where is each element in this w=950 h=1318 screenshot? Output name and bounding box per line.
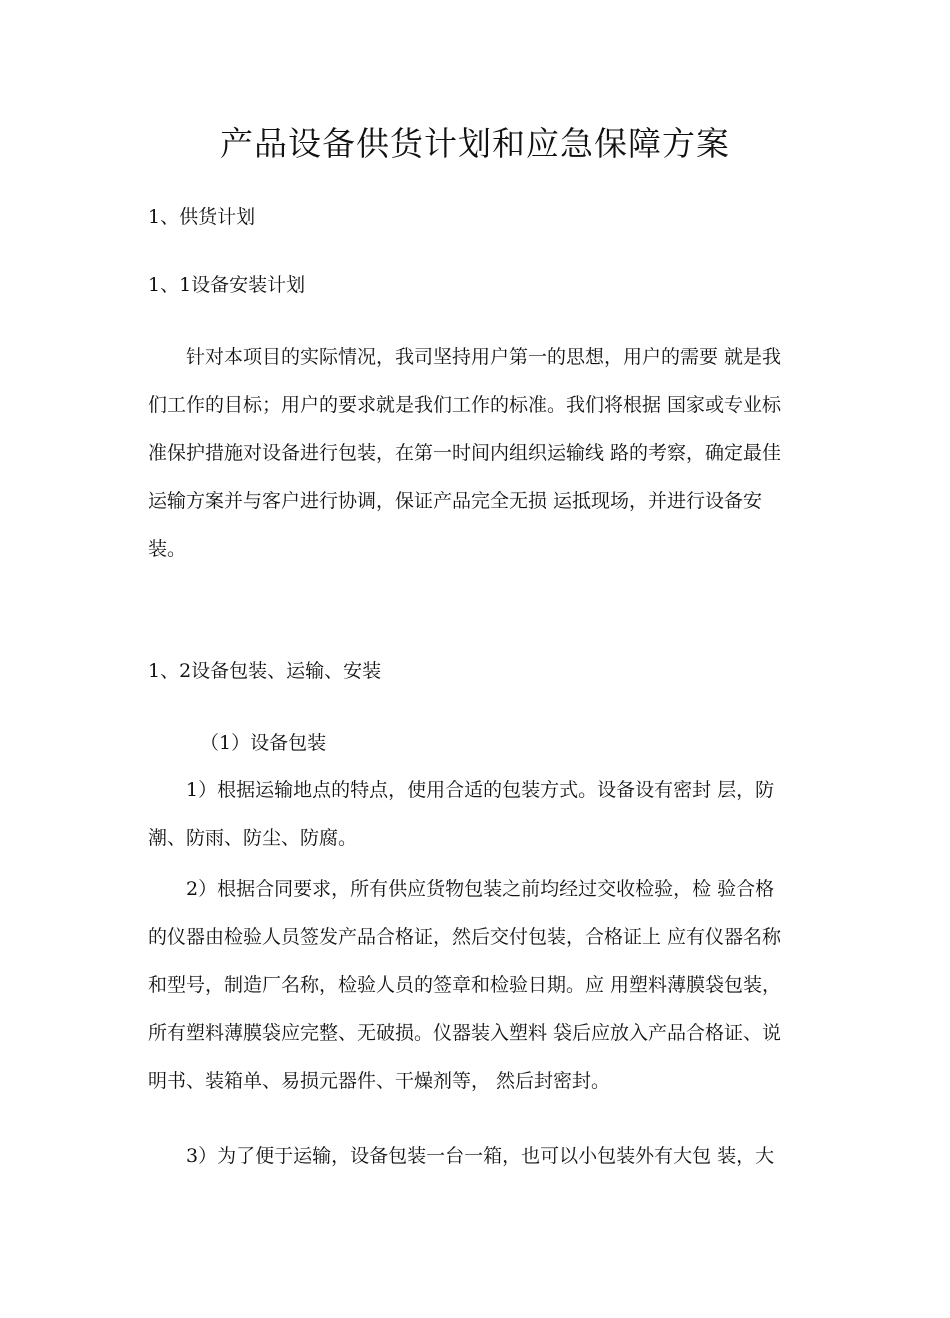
paragraph-install-plan — [148, 333, 828, 573]
section-heading-supply-plan: 1、供货计划 — [148, 206, 256, 228]
subsection-heading-install-plan: 1、1设备安装计划 — [148, 274, 306, 296]
paragraph-line: 3）为了便于运输，设备包装一台一箱，也可以小包装外有大包 装，大 — [148, 1145, 775, 1167]
paragraph-line: 们工作的目标；用户的要求就是我们工作的标准。我们将根据 国家或专业标 — [148, 394, 782, 416]
paragraph-line: 2）根据合同要求，所有供应货物包装之前均经过交收检验，检 验合格 — [148, 878, 775, 900]
paragraph-line: 1）根据运输地点的特点，使用合适的包装方式。设备设有密封 层，防 — [148, 779, 775, 801]
paragraph-line: 装。 — [148, 538, 187, 560]
paragraph-line: 准保护措施对设备进行包装，在第一时间内组织运输线 路的考察，确定最佳 — [148, 442, 782, 464]
sub-heading-packaging: （1）设备包装 — [200, 732, 327, 754]
paragraph-line: 潮、防雨、防尘、防腐。 — [148, 827, 358, 849]
paragraph-item-1 — [148, 766, 828, 862]
paragraph-line: 针对本项目的实际情况，我司坚持用户第一的思想，用户的需要 就是我 — [148, 346, 782, 368]
paragraph-line: 明书、装箱单、易损元器件、干燥剂等， 然后封密封。 — [148, 1070, 611, 1092]
paragraph-line: 的仪器由检验人员签发产品合格证，然后交付包装，合格证上 应有仪器名称 — [148, 926, 782, 948]
subsection-heading-packaging-transport: 1、2设备包装、运输、安装 — [148, 660, 382, 682]
paragraph-item-3 — [148, 1132, 828, 1180]
paragraph-line: 运输方案并与客户进行协调，保证产品完全无损 运抵现场，并进行设备安 — [148, 490, 763, 512]
paragraph-item-2 — [148, 865, 828, 1105]
paragraph-line: 和型号，制造厂名称，检验人员的签章和检验日期。应 用塑料薄膜袋包装， — [148, 974, 782, 996]
paragraph-line: 所有塑料薄膜袋应完整、无破损。仪器装入塑料 袋后应放入产品合格证、说 — [148, 1022, 782, 1044]
document-title: 产品设备供货计划和应急保障方案 — [220, 124, 730, 163]
